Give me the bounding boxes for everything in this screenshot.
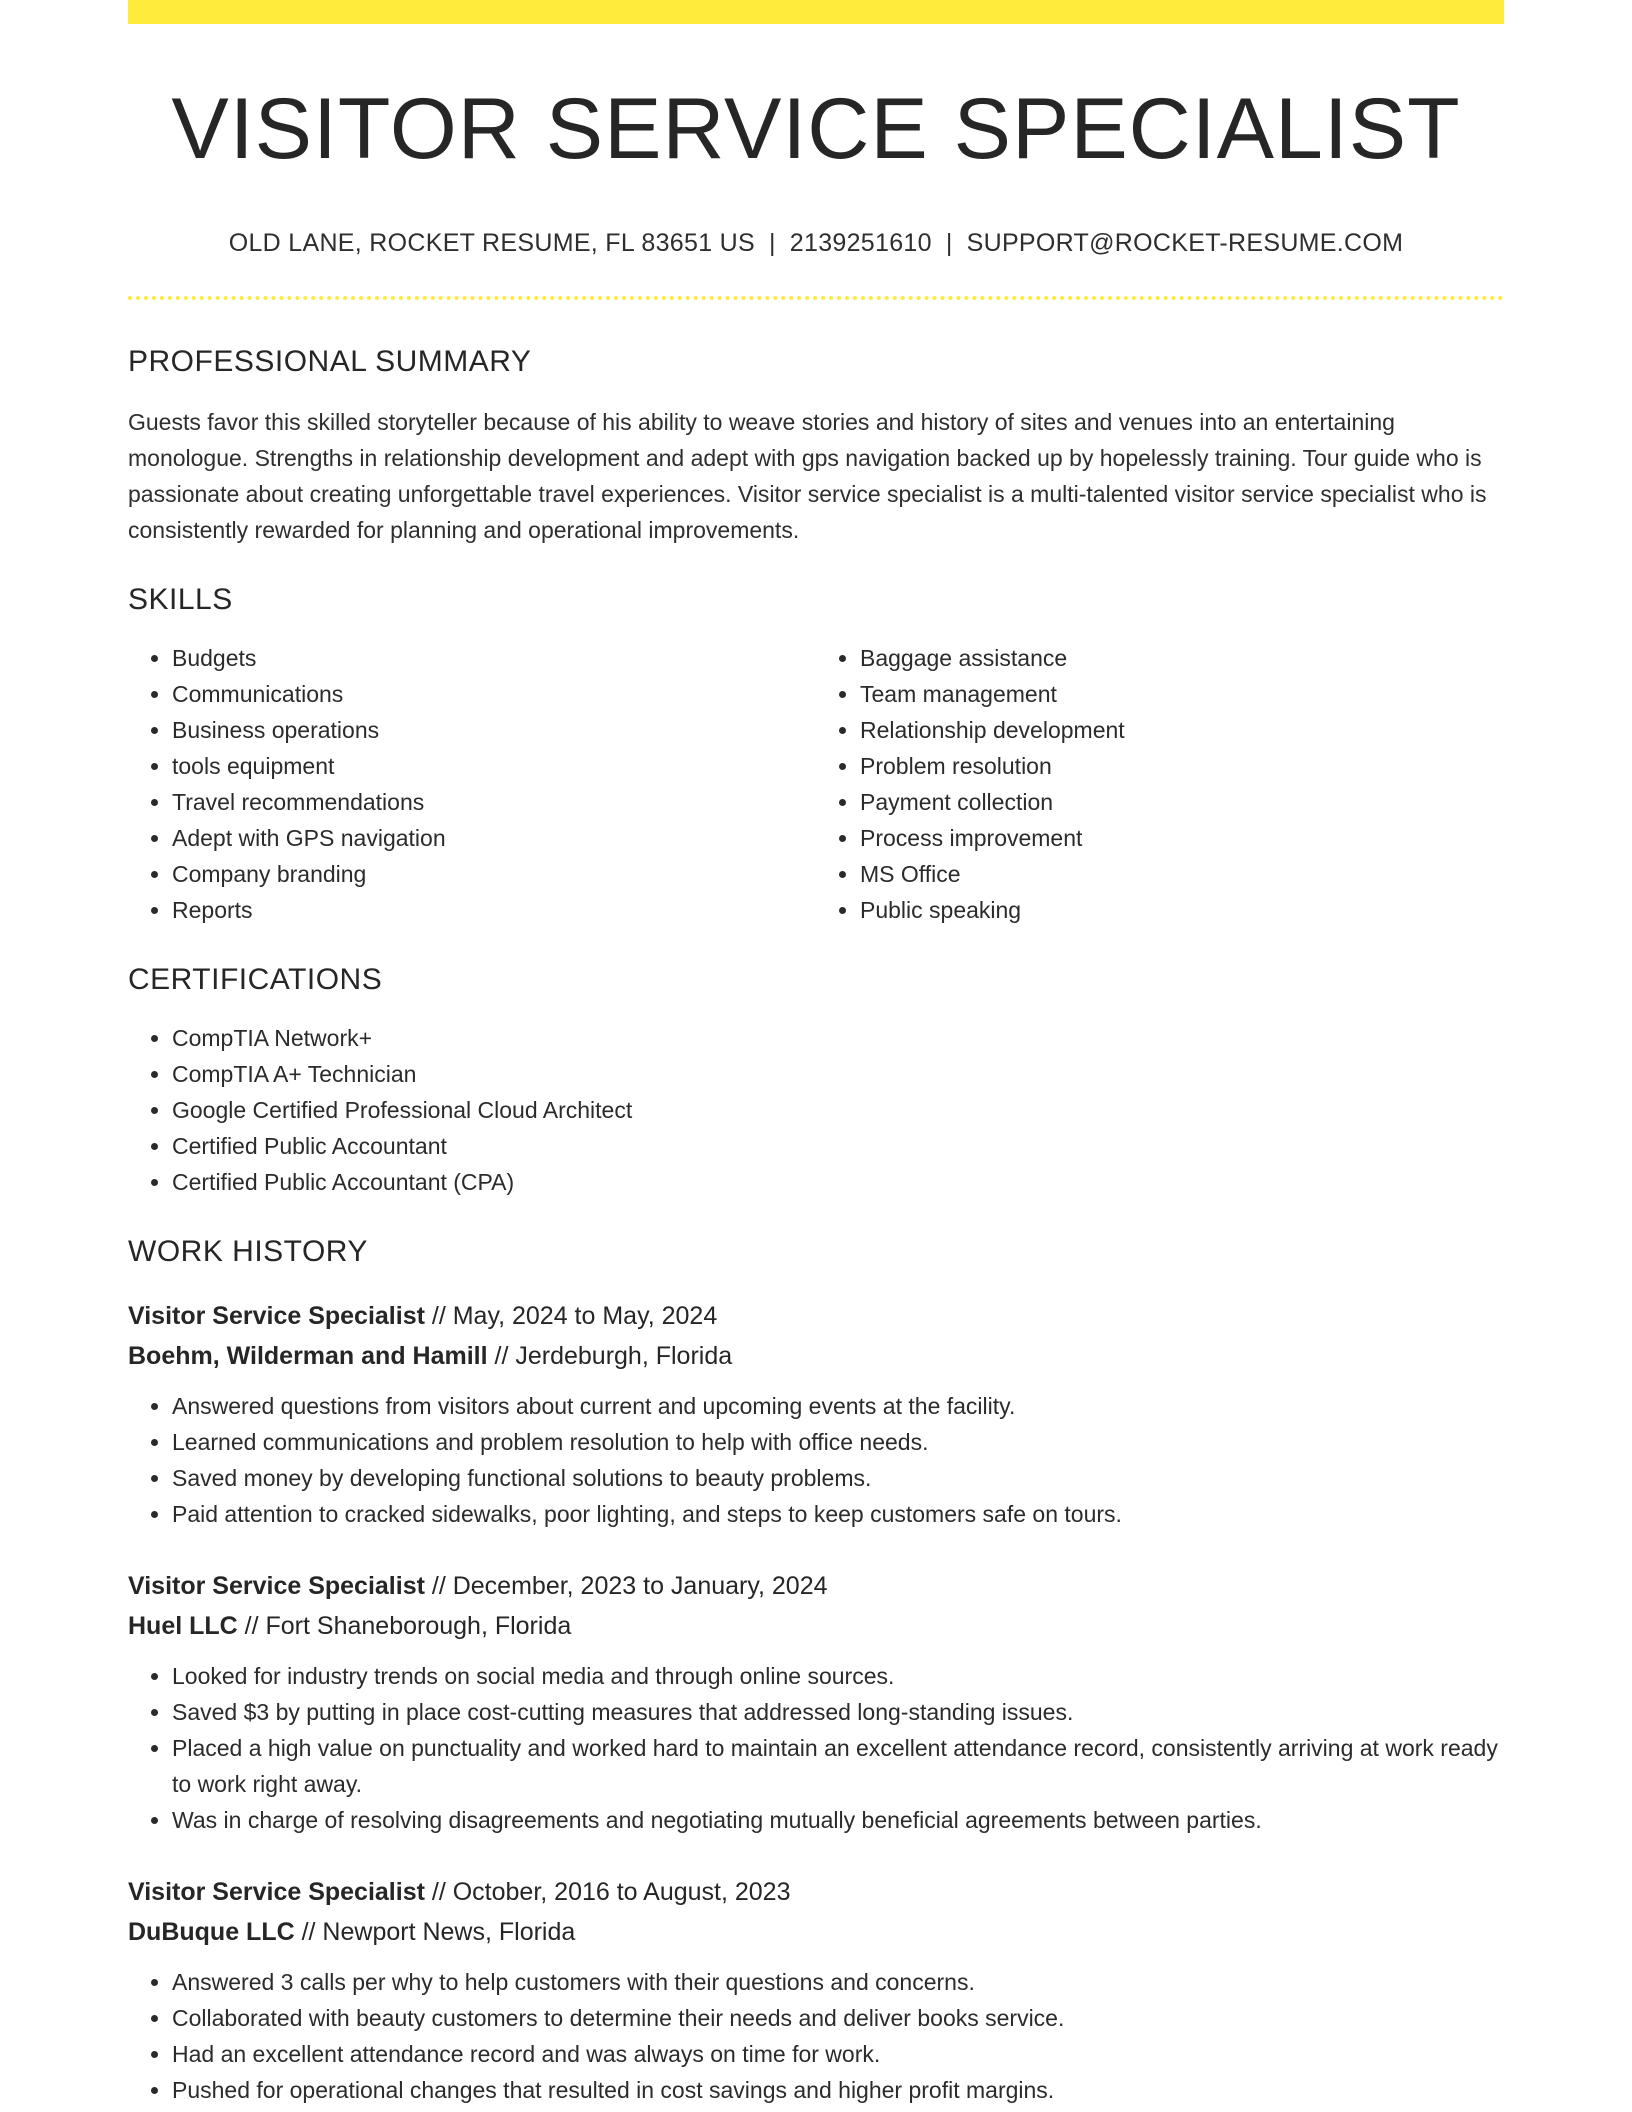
job-location: // Newport News, Florida [301, 1917, 576, 1946]
job-bullet: • Saved money by developing functional solutions to beauty problems. [172, 1460, 1504, 1496]
job-role-line [128, 1872, 1504, 1912]
job-company-line [128, 1606, 1504, 1646]
job-company: Huel LLC [128, 1611, 238, 1640]
job-bullet: • Placed a high value on punctuality and worked hard to maintain an excellent attendance record, consistently arriving at work ready to work right away. [172, 1730, 1504, 1802]
contact-separator: | [945, 228, 953, 257]
job-bullet: • Answered 3 calls per why to help customers with their questions and concerns. [172, 1964, 1504, 2000]
job-bullet: • Answered questions from visitors about current and upcoming events at the facility. [172, 1388, 1504, 1424]
certifications-list [128, 1020, 1504, 1200]
email: SUPPORT@ROCKET-RESUME.COM [966, 228, 1404, 257]
skill-item: • Baggage assistance [860, 640, 1504, 676]
skills-list-left [128, 640, 816, 928]
skill-item: • Communications [172, 676, 816, 712]
skill-item: • Public speaking [860, 892, 1504, 928]
dotted-divider [128, 296, 1504, 300]
job-company: DuBuque LLC [128, 1917, 295, 1946]
skill-item: • tools equipment [172, 748, 816, 784]
job-dates: // May, 2024 to May, 2024 [431, 1301, 718, 1330]
job-bullet: • Paid attention to cracked sidewalks, poor lighting, and steps to keep customers safe on tours. [172, 1496, 1504, 1532]
skill-item: • Process improvement [860, 820, 1504, 856]
certification-item: • CompTIA A+ Technician [172, 1056, 1504, 1092]
skill-item: • Relationship development [860, 712, 1504, 748]
job-role: Visitor Service Specialist [128, 1301, 425, 1330]
job-role: Visitor Service Specialist [128, 1571, 425, 1600]
resume-page [128, 0, 1504, 2108]
job-bullet: • Saved $3 by putting in place cost-cutting measures that addressed long-standing issues. [172, 1694, 1504, 1730]
job-dates: // October, 2016 to August, 2023 [431, 1877, 791, 1906]
skill-item: • Reports [172, 892, 816, 928]
certification-item: • Certified Public Accountant (CPA) [172, 1164, 1504, 1200]
job-entry [128, 1566, 1504, 1838]
job-bullets [128, 1964, 1504, 2108]
skill-item: • Travel recommendations [172, 784, 816, 820]
certification-item: • Certified Public Accountant [172, 1128, 1504, 1164]
skill-item: • Business operations [172, 712, 816, 748]
summary-text: Guests favor this skilled storyteller because of his ability to weave stories and history of sites and venues into an entertaining monologue. Strengths in relationship development and adept with gps navigation backed up by hopelessly training. Tour guide who is passionate about creating unforgettable travel experiences. Visitor service specialist is a multi-talented visitor service specialist who is consistently rewarded for planning and operational improvements. [128, 408, 1487, 543]
skills-list-right [816, 640, 1504, 928]
job-role: Visitor Service Specialist [128, 1877, 425, 1906]
job-bullet: • Pushed for operational changes that resulted in cost savings and higher profit margins. [172, 2072, 1504, 2108]
skill-item: • Company branding [172, 856, 816, 892]
work-history-heading: WORK HISTORY [128, 1234, 368, 1268]
skill-item: • Payment collection [860, 784, 1504, 820]
job-company-line [128, 1912, 1504, 1952]
certification-item: • Google Certified Professional Cloud Architect [172, 1092, 1504, 1128]
contact-line [128, 229, 1504, 258]
summary-heading: PROFESSIONAL SUMMARY [128, 344, 532, 378]
job-dates: // December, 2023 to January, 2024 [431, 1571, 828, 1600]
skills-columns [128, 640, 1504, 928]
certifications-heading: CERTIFICATIONS [128, 962, 383, 996]
certification-item: • CompTIA Network+ [172, 1020, 1504, 1056]
phone: 2139251610 [789, 228, 932, 257]
job-bullet: • Collaborated with beauty customers to determine their needs and deliver books service. [172, 2000, 1504, 2036]
accent-bar [128, 0, 1504, 24]
job-entry [128, 1872, 1504, 2108]
skill-item: • Budgets [172, 640, 816, 676]
skill-item: • Adept with GPS navigation [172, 820, 816, 856]
skill-item: • MS Office [860, 856, 1504, 892]
job-entry [128, 1296, 1504, 1532]
resume-title: VISITOR SERVICE SPECIALIST [171, 81, 1461, 177]
job-company-line [128, 1336, 1504, 1376]
job-bullet: • Looked for industry trends on social media and through online sources. [172, 1658, 1504, 1694]
job-company: Boehm, Wilderman and Hamill [128, 1341, 488, 1370]
job-location: // Fort Shaneborough, Florida [244, 1611, 572, 1640]
job-bullets [128, 1388, 1504, 1532]
skills-heading: SKILLS [128, 582, 233, 616]
job-bullet: • Learned communications and problem resolution to help with office needs. [172, 1424, 1504, 1460]
job-bullet: • Was in charge of resolving disagreements and negotiating mutually beneficial agreements between parties. [172, 1802, 1504, 1838]
job-location: // Jerdeburgh, Florida [494, 1341, 733, 1370]
job-bullets [128, 1658, 1504, 1838]
address: OLD LANE, ROCKET RESUME, FL 83651 US [228, 228, 755, 257]
job-bullet: • Had an excellent attendance record and was always on time for work. [172, 2036, 1504, 2072]
contact-separator: | [768, 228, 776, 257]
job-role-line [128, 1566, 1504, 1606]
skill-item: • Team management [860, 676, 1504, 712]
skill-item: • Problem resolution [860, 748, 1504, 784]
job-role-line [128, 1296, 1504, 1336]
